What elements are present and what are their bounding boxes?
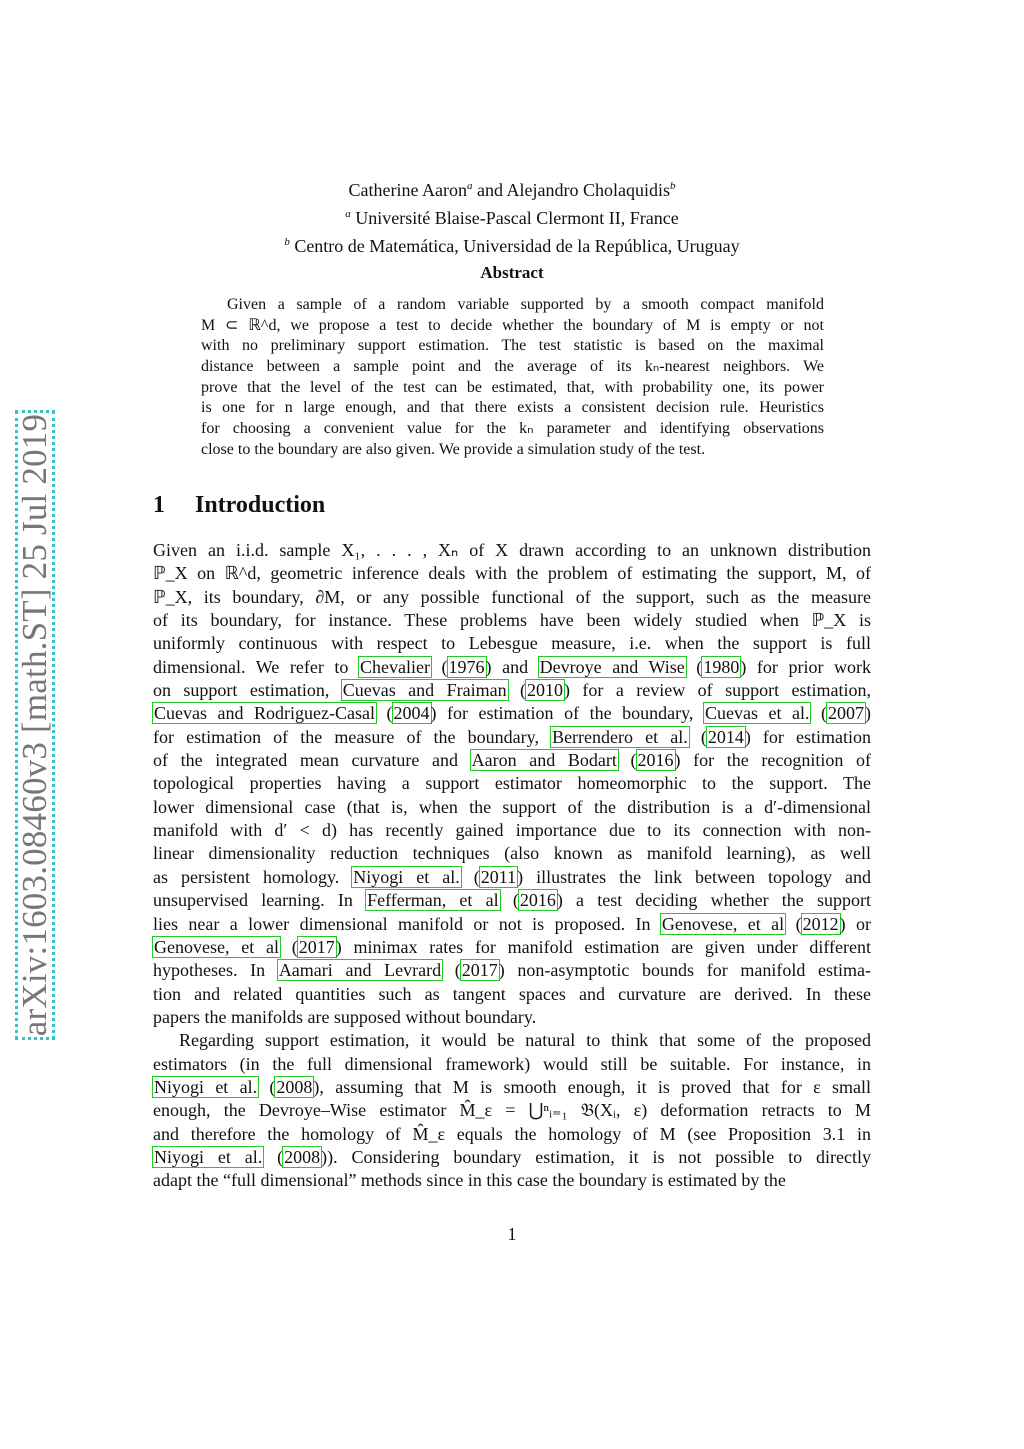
section-heading (153, 492, 325, 519)
body-line: lower dimensional case (that is, when the support of the distribution is a d′-dimensional (153, 796, 871, 817)
citation-link[interactable]: 2016 (519, 890, 556, 911)
citation-link[interactable]: 2010 (527, 680, 564, 701)
abstract-text (201, 295, 824, 461)
citation-link[interactable]: 2017 (461, 960, 498, 981)
arxiv-identifier-stamp[interactable]: arXiv:1603.08460v3 [math.ST] 25 Jul 2019 (15, 410, 55, 1040)
body-line: unsupervised learning. In Fefferman, et al (2016) a test deciding whether the support (153, 890, 871, 911)
body-line: as persistent homology. Niyogi et al. (2011) illustrates the link between topology and (153, 866, 872, 887)
citation-link[interactable]: Berrendero et al. (552, 726, 688, 747)
citation-link[interactable]: 2008 (284, 1146, 321, 1167)
citation-link[interactable]: Aaron and Bodart (471, 750, 617, 771)
abstract-line: Given a sample of a random variable supported by a smooth compact manifold (227, 296, 824, 313)
body-line: manifold with d′ < d) has recently gained importance due to its connection with non- (153, 820, 871, 841)
citation-link[interactable]: 2014 (707, 726, 744, 747)
body-line: of the integrated mean curvature and Aaron and Bodart (2016) for the recognition of (153, 750, 872, 771)
citation-link[interactable]: 2017 (298, 936, 335, 957)
section-title: Introduction (195, 492, 326, 518)
abstract-line: M ⊂ ℝ^d, we propose a test to decide whether the boundary of M is empty or not (201, 316, 824, 334)
body-line: on support estimation, Cuevas and Fraiman (2010) for a review of support estimation, (153, 680, 871, 701)
body-line: Cuevas and Rodriguez-Casal (2004) for estimation of the boundary, Cuevas et al. (2007) (154, 703, 872, 724)
author-block (0, 174, 1024, 258)
citation-link[interactable]: 2016 (637, 750, 674, 771)
citation-link[interactable]: Chevalier (359, 656, 430, 677)
abstract-line: with no preliminary support estimation. The test statistic is based on the maximal (201, 337, 824, 355)
abstract-line: distance between a sample point and the average of its kₙ-nearest neighbors. We (201, 358, 824, 376)
citation-link[interactable]: Cuevas and Rodriguez-Casal (154, 703, 375, 724)
authors-line: Catherine Aaron$^a$ and Alejandro Cholaquidis$^b$ (348, 180, 676, 200)
citation-link[interactable]: Niyogi et al. (154, 1076, 258, 1097)
introduction-body (153, 539, 871, 1193)
citation-link[interactable]: 2012 (802, 913, 839, 934)
citation-link[interactable]: 1976 (448, 656, 485, 677)
body-line: linear dimensionality reduction techniques (also known as manifold learning), as well (153, 843, 871, 864)
body-line: for estimation of the measure of the boundary, Berrendero et al. (2014) for estimation (153, 726, 872, 747)
citation-link[interactable]: Genovese, et al (661, 913, 785, 934)
body-line: of its boundary, for instance. These problems have been widely studied when ℙ_X is (153, 610, 871, 631)
body-line: Genovese, et al (2017) minimax rates for manifold estimation are given under different (154, 936, 872, 957)
body-line: Niyogi et al. (2008)). Considering boundary estimation, it is not possible to directly (154, 1146, 871, 1167)
body-line: ℙ_X, its boundary, ∂M, or any possible functional of the support, such as the measure (153, 586, 871, 607)
body-line: Given an i.i.d. sample X₁, . . . , Xₙ of X drawn according to an unknown distribution (153, 540, 871, 560)
body-line: and therefore the homology of M̂_ε equals the homology of M (see Proposition 3.1 in (153, 1123, 871, 1144)
citation-link[interactable]: 2007 (828, 703, 865, 724)
body-line: estimators (in the full dimensional framework) would still be suitable. For instance, in (153, 1053, 871, 1074)
body-line: uniformly continuous with respect to Lebesgue measure, i.e. when the support is full (153, 633, 871, 654)
body-line: topological properties having a support estimator homeomorphic to the support. The (153, 773, 871, 794)
abstract-line: for choosing a convenient value for the kₙ parameter and identifying observations (201, 420, 824, 438)
body-line: hypotheses. In Aamari and Levrard (2017) non-asymptotic bounds for manifold estima- (153, 960, 872, 981)
citation-link[interactable]: Devroye and Wise (539, 656, 685, 677)
citation-link[interactable]: Niyogi et al. (154, 1146, 263, 1167)
body-line: Regarding support estimation, it would be natural to think that some of the proposed (179, 1030, 871, 1051)
abstract-line: is one for n large enough, and that there exists a consistent decision rule. Heuristics (201, 399, 824, 417)
abstract-line: close to the boundary are also given. We provide a simulation study of the test. (201, 440, 706, 458)
body-line: papers the manifolds are supposed without boundary. (153, 1006, 537, 1027)
body-line: adapt the “full dimensional” methods since in this case the boundary is estimated by the (153, 1170, 786, 1191)
citation-link[interactable]: Cuevas et al. (704, 703, 810, 724)
section-number: 1 (153, 492, 165, 518)
body-line: lies near a lower dimensional manifold or not is proposed. In Genovese, et al (2012) or (153, 913, 871, 934)
citation-link[interactable]: 2004 (393, 703, 430, 724)
body-line: dimensional. We refer to Chevalier (1976) and Devroye and Wise (1980) for prior work (153, 656, 872, 677)
citation-link[interactable]: Cuevas and Fraiman (342, 680, 507, 701)
abstract-title: Abstract (480, 263, 544, 282)
body-line: Niyogi et al. (2008), assuming that M is smooth enough, it is proved that for ε small (154, 1076, 871, 1097)
citation-link[interactable]: Aamari and Levrard (278, 960, 442, 981)
page-number: 1 (507, 1224, 517, 1244)
body-line: tion and related quantities such as tangent spaces and curvature are derived. In these (153, 983, 871, 1004)
body-line: ℙ_X on ℝ^d, geometric inference deals with the problem of estimating the support, M, of (153, 563, 871, 584)
affiliation-b: $^b$ Centro de Matemática, Universidad de la República, Uruguay (284, 236, 740, 256)
citation-link[interactable]: 2008 (276, 1076, 313, 1097)
body-line: enough, the Devroye–Wise estimator M̂_ε = ⋃ⁿᵢ₌₁ 𝔅(Xᵢ, ε) deformation retracts to M (153, 1100, 871, 1121)
citation-link[interactable]: 1980 (703, 656, 740, 677)
citation-link[interactable]: 2011 (480, 866, 517, 887)
abstract-line: prove that the level of the test can be estimated, that, with probability one, its power (201, 378, 824, 396)
citation-link[interactable]: Genovese, et al (154, 936, 279, 957)
citation-link[interactable]: Niyogi et al. (353, 866, 460, 887)
affiliation-a: $^a$ Université Blaise-Pascal Clermont II, France (345, 208, 679, 228)
citation-link[interactable]: Fefferman, et al (367, 890, 499, 911)
